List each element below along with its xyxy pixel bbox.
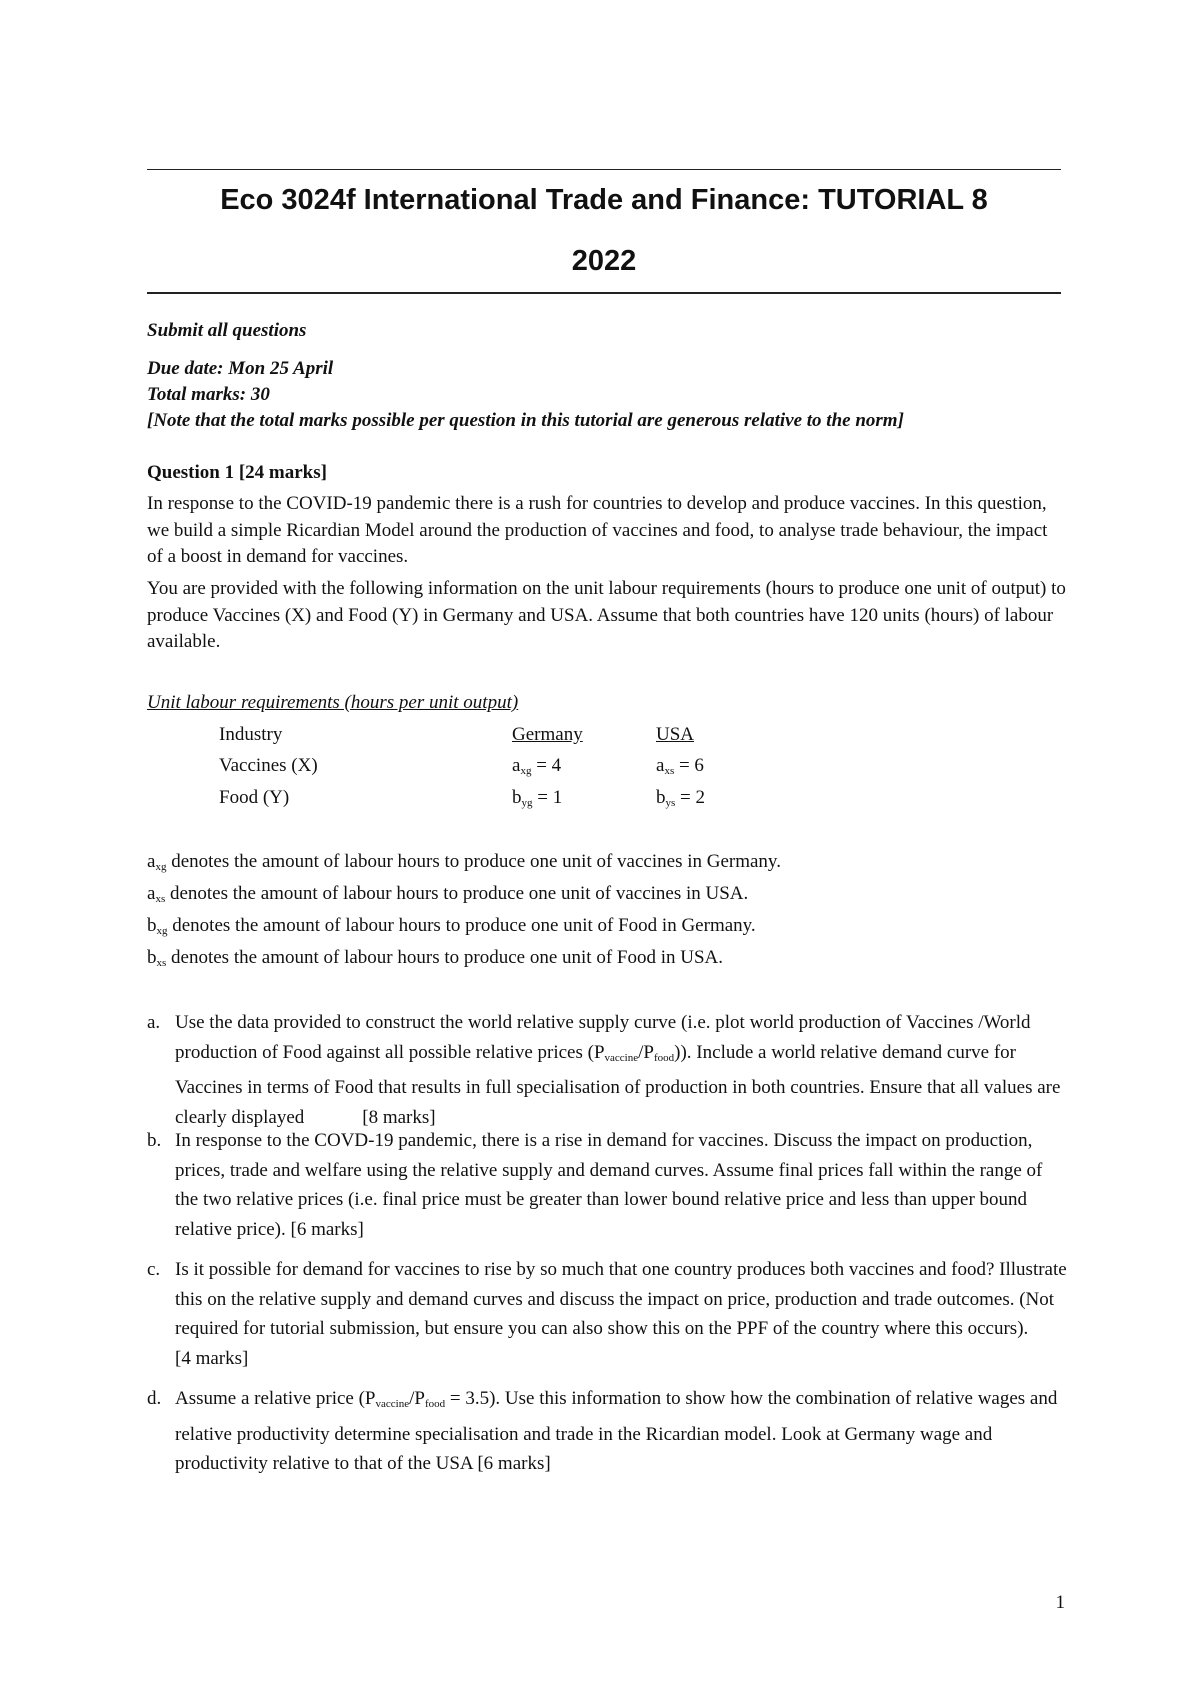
part-marks: [4 marks] xyxy=(175,1347,249,1369)
header-germany: Germany xyxy=(512,724,583,745)
usa-cell: $b_{ys} = 2$ xyxy=(656,787,705,809)
part-label: b. xyxy=(147,1130,162,1151)
usa-cell: $a_{xs} = 6$ xyxy=(656,755,704,777)
part-text: Use the data provided to construct the world relative supply curve (i.e. plot world production of Vaccines /World production of Food against all possible relative prices $(P_{vaccine}/P_{food})$). Include a world relative demand curve for Vaccines in terms of Food that results in full specialisation of production in both countries. Ensure that all values are clearly displayed [8 marks] xyxy=(175,1012,1061,1128)
question-part-c xyxy=(147,1255,1067,1373)
question-1-intro: In response to the COVID-19 pandemic there is a rush for countries to develop and produce vaccines. In this question, we build a simple Ricardian Model around the production of vaccines and food, to analyse trade behaviour, the impact of a boost in demand for vaccines. xyxy=(147,493,1048,567)
definition-line: $b_{xs}$ denotes the amount of labour hours to produce one unit of Food in USA. xyxy=(147,947,724,969)
page-title-year: 2022 xyxy=(571,245,637,277)
industry-cell: Food (Y) xyxy=(219,787,290,808)
part-label: a. xyxy=(147,1012,161,1033)
industry-cell: Vaccines (X) xyxy=(219,755,318,776)
part-label: c. xyxy=(147,1259,161,1280)
question-1-heading: Question 1 [24 marks] xyxy=(147,462,327,483)
germany-cell: $a_{xg} = 4$ xyxy=(512,755,562,777)
total-marks: Total marks: 30 xyxy=(147,384,270,405)
part-marks: [8 marks] xyxy=(362,1106,436,1128)
submit-instruction: Submit all questions xyxy=(147,320,307,341)
question-part-b xyxy=(147,1126,1067,1244)
question-1-info: You are provided with the following information on the unit labour requirements (hours to produce one unit of output) to produce Vaccines (X) and Food (Y) in Germany and USA. Assume that both countries have 120 units (hours) of labour available. xyxy=(147,578,1066,652)
title-block xyxy=(147,169,1061,294)
question-part-a xyxy=(147,1008,1067,1132)
definition-line: $b_{xg}$ denotes the amount of labour hours to produce one unit of Food in Germany. xyxy=(147,915,756,937)
due-date: Due date: Mon 25 April xyxy=(147,358,334,379)
question-part-d xyxy=(147,1384,1067,1479)
part-text: Assume a relative price $(P_{vaccine}/P_{food} = 3.5)$. Use this information to show how the combination of relative wages and relative productivity determine specialisation and trade in the Ricardian model. Look at Germany wage and productivity relative to that of the USA [6 marks] xyxy=(175,1388,1058,1474)
germany-cell: $b_{yg} = 1$ xyxy=(512,787,563,809)
header-industry: Industry xyxy=(219,724,283,745)
marks-note: [Note that the total marks possible per question in this tutorial are generous relative to the norm] xyxy=(147,410,904,431)
definition-line: $a_{xs}$ denotes the amount of labour hours to produce one unit of vaccines in USA. xyxy=(147,883,749,905)
part-label: d. xyxy=(147,1388,162,1409)
definition-line: $a_{xg}$ denotes the amount of labour hours to produce one unit of vaccines in Germany. xyxy=(147,851,781,873)
page-number: 1 xyxy=(1055,1592,1065,1613)
page-title: Eco 3024f International Trade and Finance: TUTORIAL 8 xyxy=(220,184,988,216)
header-usa: USA xyxy=(656,724,695,745)
part-text: Is it possible for demand for vaccines to rise by so much that one country produces both vaccines and food? Illustrate this on the relative supply and demand curves and discuss the impact on price, production and trade outcomes. (Not required for tutorial submission, but ensure you can also show this on the PPF of the country where this occurs).[4 marks] xyxy=(175,1259,1067,1369)
part-text: In response to the COVD-19 pandemic, there is a rise in demand for vaccines. Discuss the impact on production, prices, trade and welfare using the relative supply and demand curves. Assume final prices fall within the range of the two relative prices (i.e. final price must be greater than lower bound relative price and less than upper bound relative price). [6 marks] xyxy=(175,1130,1043,1240)
table-caption: Unit labour requirements (hours per unit output) xyxy=(147,692,519,713)
